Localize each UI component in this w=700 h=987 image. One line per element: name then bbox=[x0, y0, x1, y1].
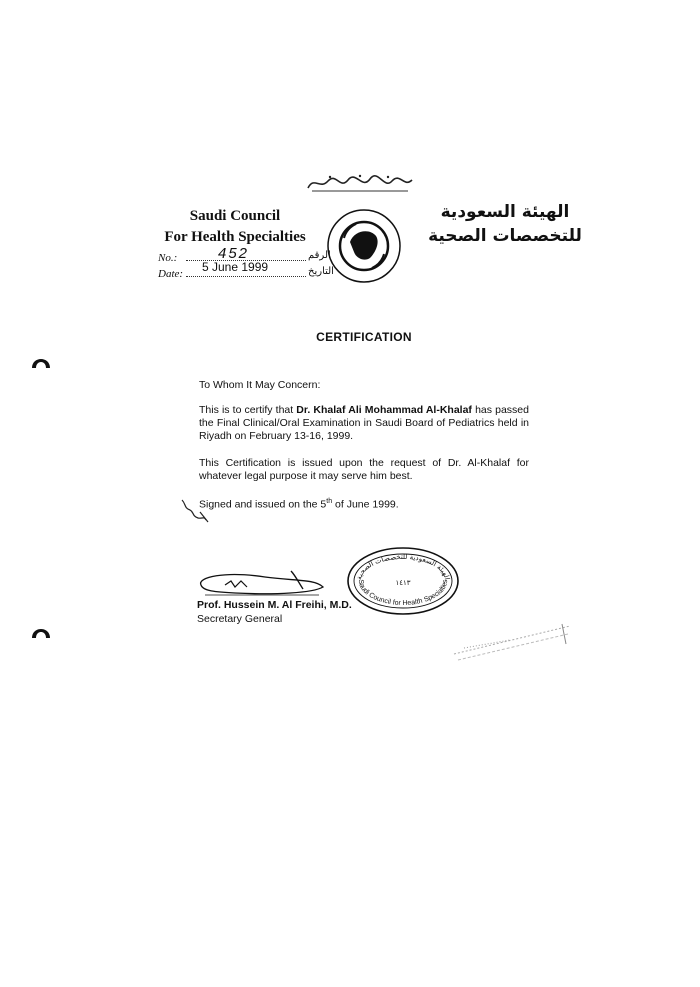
council-name-ar-line1: الهيئة السعودية bbox=[440, 202, 570, 222]
reference-number-value: 452 bbox=[218, 245, 250, 262]
reference-date-label: Date: bbox=[158, 268, 184, 280]
council-name-line1: Saudi Council bbox=[189, 208, 281, 224]
issued-date-paragraph bbox=[199, 495, 529, 512]
issued-date-suffix: of June 1999. bbox=[332, 498, 399, 511]
certified-person-name: Dr. Khalaf Ali Mohammad Al-Khalaf bbox=[296, 404, 472, 416]
reference-date-dotted-line bbox=[186, 276, 306, 277]
reference-number-label-ar: الرقم bbox=[308, 250, 331, 261]
official-stamp bbox=[345, 545, 461, 617]
document-title: CERTIFICATION bbox=[316, 330, 412, 344]
reference-date-label-ar: التاريخ bbox=[308, 266, 334, 277]
signature-scribble bbox=[195, 565, 327, 599]
stamp-number: ١٤١٣ bbox=[395, 579, 411, 587]
issued-date-ordinal: th bbox=[326, 498, 333, 505]
issued-date-prefix: Signed and issued on the 5 bbox=[199, 498, 327, 511]
faded-stamp-smudge bbox=[450, 620, 575, 666]
council-name-ar-line2: للتخصصات الصحية bbox=[428, 226, 582, 246]
punch-hole-mark bbox=[30, 620, 52, 642]
punch-hole-mark bbox=[30, 350, 52, 372]
svg-text:الهيئة السعودية للتخصصات الصحي bbox=[355, 553, 451, 581]
council-name-english bbox=[150, 206, 320, 248]
certification-paragraph bbox=[199, 404, 529, 443]
certification-details: has passed the Final Clinical/Oral Examination in Saudi Board of Pediatrics held in Riyadh on February 13-16, 1999. bbox=[199, 404, 529, 442]
signatory-title: Secretary General bbox=[197, 613, 283, 625]
stamp-text-bottom: Saudi Council for Health Specialties bbox=[356, 579, 450, 608]
signatory-name: Prof. Hussein M. Al Freihi, M.D. bbox=[197, 599, 352, 611]
council-name-arabic bbox=[420, 200, 590, 248]
reference-date-value: 5 June 1999 bbox=[202, 260, 269, 274]
certification-prefix: This is to certify that bbox=[199, 404, 294, 416]
salutation: To Whom It May Concern: bbox=[199, 379, 321, 391]
bismillah-calligraphy bbox=[300, 172, 420, 194]
reference-number-label: No.: bbox=[158, 252, 178, 264]
handwritten-initials-mark bbox=[178, 494, 212, 526]
council-name-line2: For Health Specialties bbox=[164, 229, 306, 245]
stamp-text-top: الهيئة السعودية للتخصصات الصحية bbox=[355, 552, 451, 581]
purpose-paragraph: This Certification is issued upon the request of Dr. Al-Khalaf for whatever legal purpose it may serve him best. bbox=[199, 457, 529, 482]
